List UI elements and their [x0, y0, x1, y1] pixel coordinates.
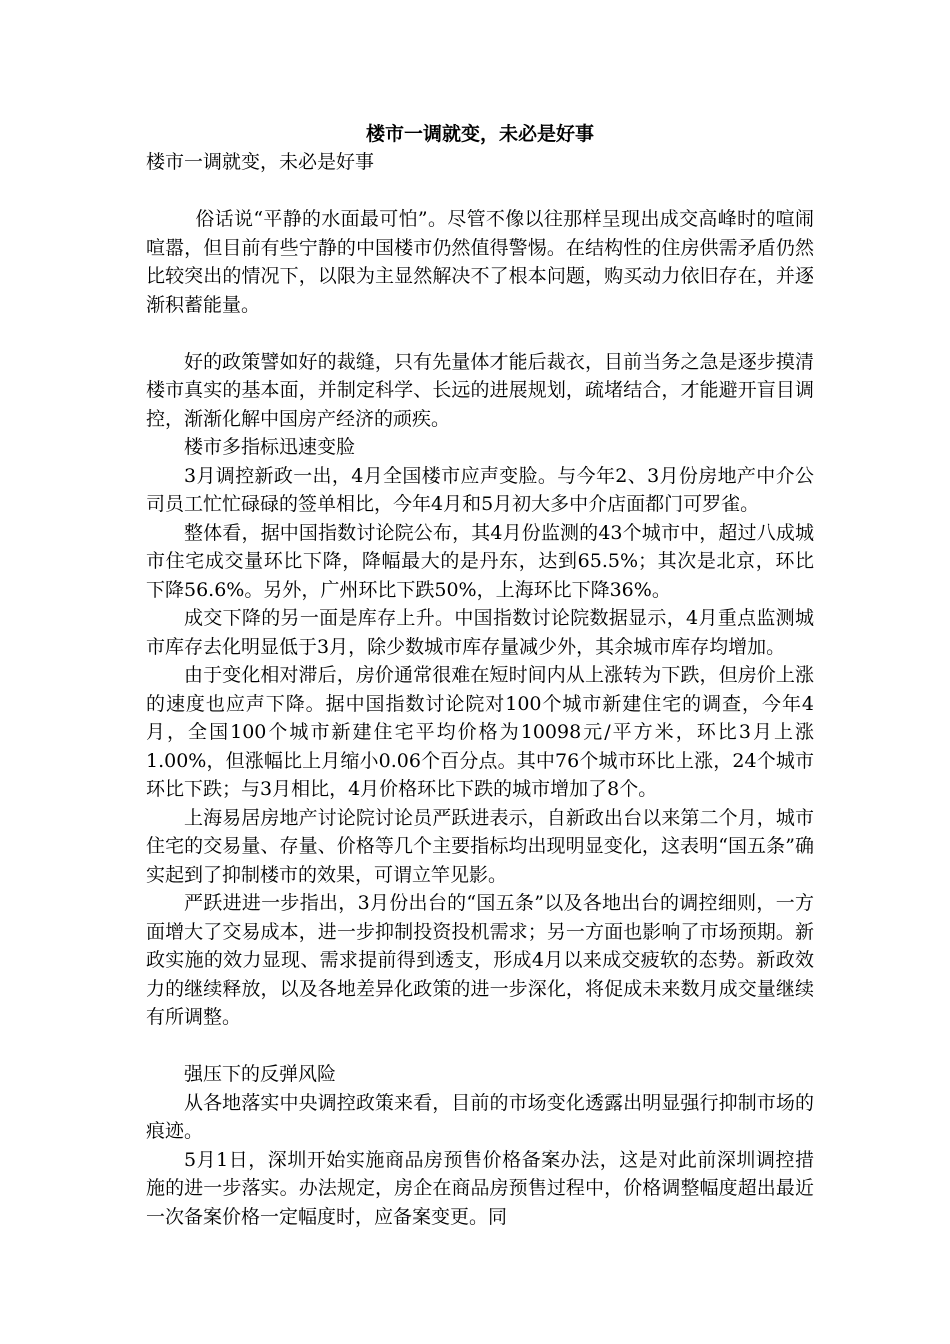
paragraph: 俗话说“平静的水面最可怕”。尽管不像以往那样呈现出成交高峰时的喧闹喧嚣，但目前有些宁静的中国楼市仍然值得警惕。在结构性的住房供需矛盾仍然比较突出的情况下，以限为主显然解决不了根本问题，购买动力依旧存在，并逐渐积蓄能量。: [146, 208, 814, 316]
paragraph: 严跃进进一步指出，3月份出台的“国五条”以及各地出台的调控细则，一方面增大了交易成本，进一步抑制投资投机需求；另一方面也影响了市场预期。新政实施的效力显现、需求提前得到透支，形成4月以来成交疲软的态势。新政效力的继续释放，以及各地差异化政策的进一步深化，将促成未来数月成交量继续有所调整。: [146, 892, 814, 1028]
paragraph: 好的政策譬如好的裁缝，只有先量体才能后裁衣，目前当务之急是逐步摸清楼市真实的基本面，并制定科学、长远的进展规划，疏堵结合，才能避开盲目调控，渐渐化解中国房产经济的顽疾。: [146, 350, 814, 430]
blank-line: [146, 177, 814, 206]
paragraph: 上海易居房地产讨论院讨论员严跃进表示，自新政出台以来第二个月，城市住宅的交易量、存量、价格等几个主要指标均出现明显变化，这表明“国五条”确实起到了抑制楼市的效果，可谓立竿见影。: [146, 806, 814, 886]
blank-line: [146, 1032, 814, 1061]
paragraph: 由于变化相对滞后，房价通常很难在短时间内从上涨转为下跌，但房价上涨的速度也应声下降。据中国指数讨论院对100个城市新建住宅的调查，今年4月，全国100个城市新建住宅平均价格为10098元/平方米，环比3月上涨1.00%，但涨幅比上月缩小0.06个百分点。其中76个城市环比上涨，24个城市环比下跌；与3月相比，4月价格环比下跌的城市增加了8个。: [146, 664, 814, 800]
document-title: 楼市一调就变，未必是好事: [365, 123, 594, 145]
section-heading: 楼市多指标迅速变脸: [184, 436, 356, 458]
paragraph: 成交下降的另一面是库存上升。中国指数讨论院数据显示，4月重点监测城市库存去化明显低于3月，除少数城市库存量减少外，其余城市库存均增加。: [146, 607, 814, 658]
blank-line: [146, 319, 814, 348]
paragraph: 整体看，据中国指数讨论院公布，其4月份监测的43个城市中，超过八成城市住宅成交量环比下降，降幅最大的是丹东，达到65.5%；其次是北京，环比下降56.6%。另外，广州环比下跌50%，上海环比下降36%。: [146, 521, 814, 601]
section-heading: 强压下的反弹风险: [184, 1063, 337, 1085]
paragraph: 从各地落实中央调控政策来看，目前的市场变化透露出明显强行抑制市场的痕迹。: [146, 1091, 814, 1142]
paragraph: 3月调控新政一出，4月全国楼市应声变脸。与今年2、3月份房地产中介公司员工忙忙碌碌的签单相比，今年4月和5月初大多中介店面都门可罗雀。: [146, 464, 814, 515]
paragraph: 5月1日，深圳开始实施商品房预售价格备案办法，这是对此前深圳调控措施的进一步落实。办法规定，房企在商品房预售过程中，价格调整幅度超出最近一次备案价格一定幅度时，应备案变更。同: [146, 1148, 814, 1228]
document-subtitle: 楼市一调就变，未必是好事: [146, 151, 375, 173]
document-page: [146, 120, 814, 1231]
